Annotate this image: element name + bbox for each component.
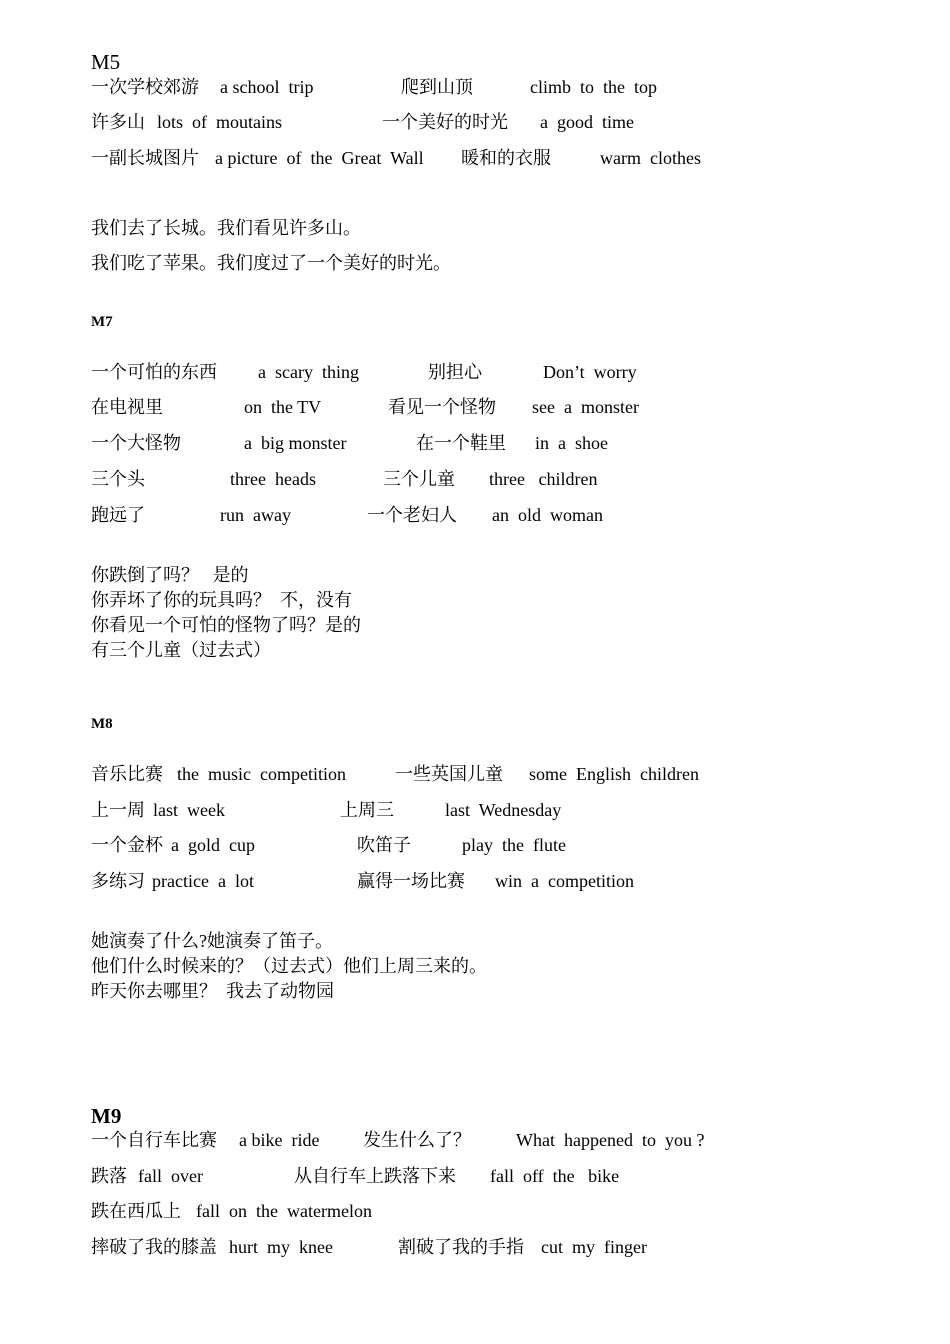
vocab-en: some English children: [529, 764, 699, 784]
vocab-en: last week: [153, 800, 225, 820]
vocab-zh: 从自行车上跌落下来: [294, 1166, 456, 1186]
vocab-en: a good time: [540, 112, 634, 132]
vocab-en: last Wednesday: [445, 800, 562, 820]
vocab-en: a school trip: [220, 77, 314, 97]
vocab-zh: 看见一个怪物: [388, 397, 496, 417]
vocab-en: three children: [489, 469, 598, 489]
vocab-en: a big monster: [244, 433, 347, 453]
vocab-zh: 赢得一场比赛: [357, 871, 465, 891]
vocab-en: the music competition: [177, 764, 346, 784]
vocab-en: a bike ride: [239, 1130, 320, 1150]
vocab-en: practice a lot: [152, 871, 254, 891]
vocab-en: a picture of the Great Wall: [215, 148, 424, 168]
vocab-zh: 一个美好的时光: [382, 112, 508, 132]
section-heading-m9: M9: [91, 1104, 122, 1128]
vocab-zh: 别担心: [428, 362, 482, 382]
vocab-zh: 在电视里: [91, 397, 163, 417]
vocab-zh: 三个儿童: [383, 469, 455, 489]
sentence: 你弄坏了你的玩具吗？ 不，没有: [91, 590, 352, 610]
vocab-en: a scary thing: [258, 362, 359, 382]
vocab-zh: 发生什么了？: [363, 1130, 471, 1150]
vocab-en: cut my finger: [541, 1237, 647, 1257]
vocab-zh: 一次学校郊游: [91, 77, 199, 97]
sentence: 有三个儿童（过去式）: [91, 640, 271, 660]
vocab-zh: 跑远了: [91, 505, 145, 525]
vocab-zh: 三个头: [91, 469, 145, 489]
vocab-zh: 一个大怪物: [91, 433, 181, 453]
vocab-en: play the flute: [462, 835, 566, 855]
vocab-en: run away: [220, 505, 291, 525]
vocab-en: an old woman: [492, 505, 603, 525]
vocab-en: lots of moutains: [157, 112, 282, 132]
vocab-zh: 上一周: [91, 800, 145, 820]
vocab-en: warm clothes: [600, 148, 701, 168]
vocab-zh: 音乐比赛: [91, 764, 163, 784]
vocab-zh: 一副长城图片: [91, 148, 199, 168]
vocab-en: on the TV: [244, 397, 322, 417]
vocab-en: see a monster: [532, 397, 639, 417]
sentence: 他们什么时候来的？（过去式）他们上周三来的。: [91, 956, 487, 976]
vocab-zh: 割破了我的手指: [398, 1237, 524, 1257]
vocab-en: Don’t worry: [543, 362, 637, 382]
vocab-zh: 暖和的衣服: [461, 148, 551, 168]
sentence: 我们去了长城。我们看见许多山。: [91, 218, 361, 238]
vocab-en: in a shoe: [535, 433, 608, 453]
vocab-zh: 一些英国儿童: [395, 764, 503, 784]
sentence: 她演奏了什么?她演奏了笛子。: [91, 931, 333, 951]
vocab-en: What happened to you ?: [516, 1130, 705, 1150]
vocab-zh: 一个可怕的东西: [91, 362, 217, 382]
vocab-en: fall on the watermelon: [196, 1201, 372, 1221]
vocab-zh: 一个金杯: [91, 835, 163, 855]
section-heading-m8: M8: [91, 716, 113, 732]
vocab-zh: 多练习: [91, 871, 145, 891]
vocab-zh: 跌落: [91, 1166, 127, 1186]
sentence: 你跌倒了吗？ 是的: [91, 565, 249, 585]
sentence: 昨天你去哪里？ 我去了动物园: [91, 981, 334, 1001]
vocab-en: climb to the top: [530, 77, 657, 97]
vocab-zh: 跌在西瓜上: [91, 1201, 181, 1221]
vocab-en: fall off the bike: [490, 1166, 620, 1186]
vocab-en: a gold cup: [171, 835, 255, 855]
vocab-zh: 一个老妇人: [367, 505, 457, 525]
vocab-zh: 许多山: [91, 112, 145, 132]
vocab-zh: 一个自行车比赛: [91, 1130, 217, 1150]
vocab-en: hurt my knee: [229, 1237, 333, 1257]
sentence: 我们吃了苹果。我们度过了一个美好的时光。: [91, 253, 451, 273]
vocab-en: three heads: [230, 469, 316, 489]
vocab-en: fall over: [138, 1166, 203, 1186]
sentence: 你看见一个可怕的怪物了吗？是的: [91, 615, 361, 635]
section-heading-m7: M7: [91, 314, 113, 330]
vocab-zh: 爬到山顶: [401, 77, 473, 97]
vocab-zh: 上周三: [340, 800, 394, 820]
section-heading-m5: M5: [91, 50, 121, 74]
vocab-zh: 在一个鞋里: [416, 433, 506, 453]
vocab-zh: 吹笛子: [357, 835, 411, 855]
vocab-en: win a competition: [495, 871, 634, 891]
vocab-zh: 摔破了我的膝盖: [91, 1237, 217, 1257]
